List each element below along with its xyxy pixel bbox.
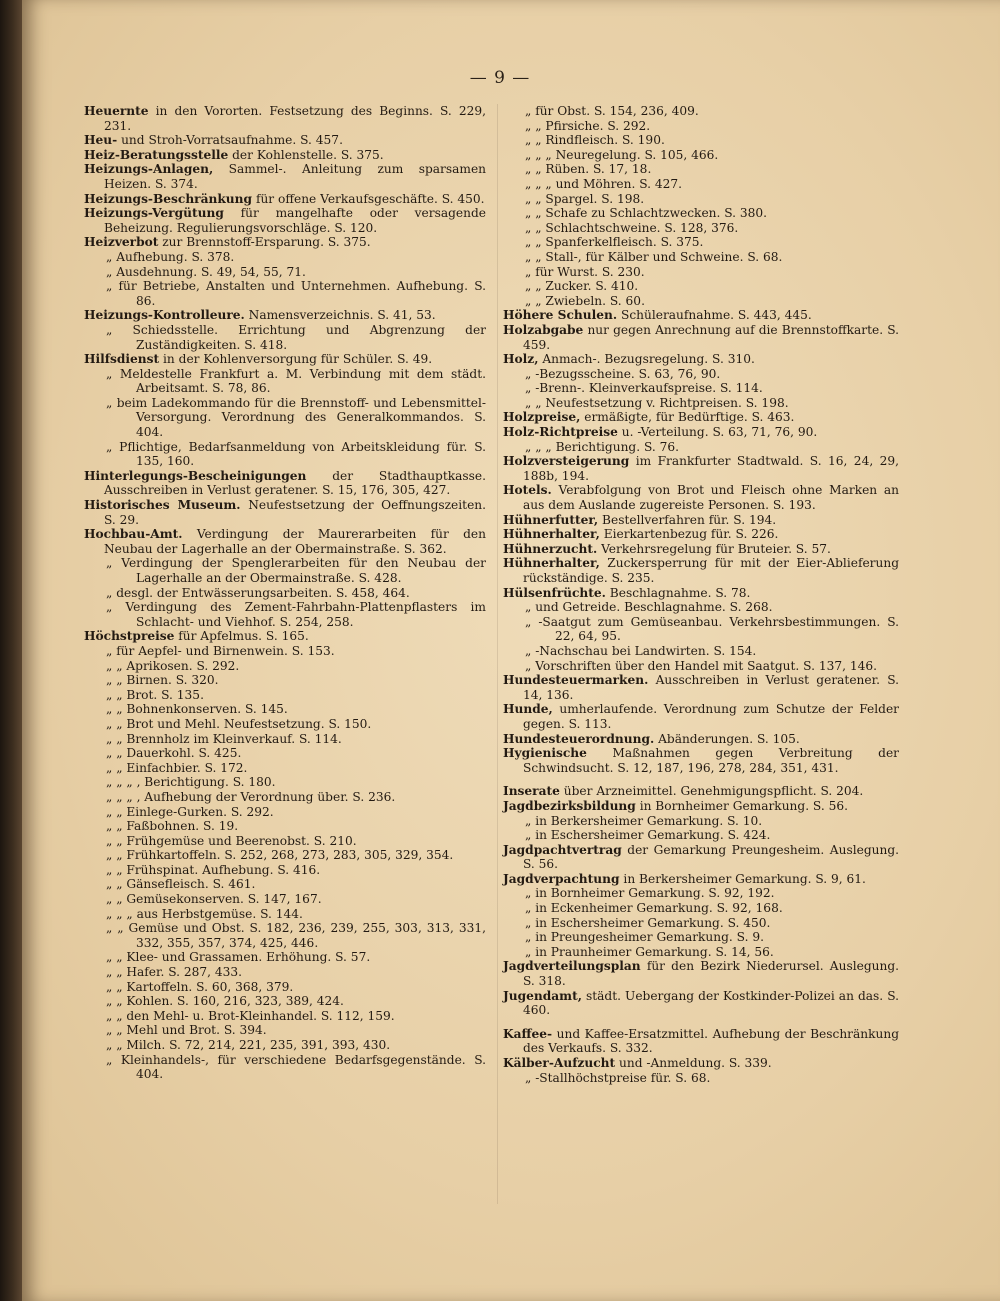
index-text: „ „ Kohlen. S. 160, 216, 323, 389, 424. [106,994,344,1009]
index-subentry [84,717,486,732]
index-text: „ „ den Mehl- u. Brot-Kleinhandel. S. 112, 159. [106,1008,395,1023]
index-text: Neufestsetzung der Oeffnungszeiten. S. 29. [104,498,487,527]
index-text: „ „ „ Neuregelung. S. 105, 466. [525,147,719,162]
index-headword: Heu- [84,133,118,148]
index-subentry [84,1053,486,1082]
index-entry [84,104,486,133]
column-divider [497,104,498,1204]
index-subentry [503,294,899,309]
index-headword: Hotels. [503,483,552,498]
index-subentry [84,746,486,761]
page-number: — 9 — [469,68,531,88]
index-subentry [84,980,486,995]
index-subentry [84,702,486,717]
index-subentry [84,279,486,308]
index-subentry [503,930,899,945]
index-text: „ „ Einfachbier. S. 172. [106,760,248,775]
index-text: „ und Getreide. Beschlagnahme. S. 268. [525,600,773,615]
index-text: „ „ Brot und Mehl. Neufestsetzung. S. 150. [106,716,372,731]
index-subentry [503,177,899,192]
index-line [503,556,899,585]
index-text: für offene Verkaufsgeschäfte. S. 450. [255,191,485,206]
index-headword: Höchstpreise [84,629,175,644]
index-text: „ „ Aprikosen. S. 292. [106,658,240,673]
index-text: „ Schiedsstelle. Errichtung und Abgrenzung der Zuständigkeiten. S. 418. [106,322,486,352]
index-text: „ „ Birnen. S. 320. [106,673,219,688]
index-headword: Holz-Richtpreise [503,425,618,440]
index-entry [503,843,899,872]
index-line [84,308,486,323]
index-subentry [84,965,486,980]
index-line [84,133,486,148]
index-subentry [84,732,486,747]
index-text: „ „ Zucker. S. 410. [525,279,639,294]
index-text: Maßnahmen gegen Verbreitung der Schwindsucht. S. 12, 187, 196, 278, 284, 351, 431. [523,746,899,775]
index-entry [503,959,899,988]
index-text: für den Bezirk Niederursel. Auslegung. S. 318. [523,959,900,989]
index-line [84,527,486,556]
index-headword: Jagdverpachtung [503,871,620,886]
index-text: „ Kleinhandels-, für verschiedene Bedarfsgegenstände. S. 404. [106,1052,486,1082]
index-text: „ in Eschersheimer Gemarkung. S. 424. [525,828,771,843]
index-text: „ „ Frühgemüse und Beerenobst. S. 210. [106,833,357,848]
index-entry [84,308,486,352]
index-text: und Stroh-Vorratsaufnahme. S. 457. [121,133,343,148]
index-text: „ „ Stall-, für Kälber und Schweine. S. 68. [525,249,783,264]
index-entry [503,104,899,308]
index-headword: Kälber-Aufzucht [503,1056,616,1070]
index-line [503,454,899,483]
index-text: „ Ausdehnung. S. 49, 54, 55, 71. [106,264,306,279]
index-line [503,673,899,702]
index-headword: Heizungs-Anlagen, [84,162,214,177]
index-headword: Heiz-Beratungsstelle [84,147,229,162]
index-line [84,192,486,207]
index-text: Ausschreiben in Verlust geratener. S. 14, 136. [523,673,899,702]
index-text: „ in Bornheimer Gemarkung. S. 92, 192. [525,886,775,901]
book-spine-shadow [0,0,22,1301]
index-entry [503,323,899,352]
index-text: „ für Aepfel- und Birnenwein. S. 153. [106,643,335,658]
index-line [503,959,899,988]
index-text: über Arzneimittel. Genehmigungspflicht. S. 204. [563,784,864,799]
index-subentry [84,950,486,965]
index-text: „ „ Spanferkelfleisch. S. 375. [525,235,704,250]
index-subentry [84,892,486,907]
index-subentry [84,688,486,703]
index-subentry [84,644,486,659]
index-headword: Kaffee- [503,1026,553,1041]
index-subentry [84,805,486,820]
index-text: städt. Uebergang der Kostkinder-Polizei an das. S. 460. [523,988,900,1018]
index-headword: Hochbau-Amt. [84,527,183,542]
index-headword: Hilfsdienst [84,352,160,367]
index-entry [503,425,899,454]
index-text: „ „ Faßbohnen. S. 19. [106,819,239,834]
index-subentry [503,206,899,221]
index-subentry [503,1071,899,1086]
index-subentry [503,133,899,148]
index-entry [503,872,899,960]
index-headword: Heizungs-Vergütung [84,206,224,221]
index-text: „ Pflichtige, Bedarfsanmeldung von Arbeitskleidung für. S. 135, 160. [106,439,486,469]
index-subentry [84,659,486,674]
index-headword: Historisches Museum. [84,498,241,513]
index-subentry [503,901,899,916]
index-line [84,206,486,235]
index-text: „ „ Zwiebeln. S. 60. [525,293,645,308]
index-headword: Hundesteuermarken. [503,673,649,688]
index-line [503,308,899,323]
index-line [503,542,899,557]
index-line [503,483,899,512]
index-line [84,148,486,163]
index-text: nur gegen Anrechnung auf die Brennstoffkarte. S. 459. [523,322,899,352]
index-subentry [503,265,899,280]
index-entry [503,454,899,483]
index-text: Bestellverfahren für. S. 194. [602,512,777,527]
index-text: „ -Brenn-. Kleinverkaufspreise. S. 114. [525,381,763,396]
index-text: ermäßigte, für Bedürftige. S. 463. [584,410,795,425]
index-text: Verdingung der Maurerarbeiten für den Neubau der Lagerhalle an der Obermainstraße. S. 362. [104,527,486,556]
index-entry [503,513,899,528]
index-text: Sammel-. Anleitung zum sparsamen Heizen. S. 374. [104,162,487,191]
index-line [503,410,899,425]
index-subentry [84,994,486,1009]
index-text: „ „ Pfirsiche. S. 292. [525,118,651,133]
index-text: Eierkartenbezug für. S. 226. [603,527,779,542]
index-headword: Jugendamt, [503,988,582,1003]
index-line [503,513,899,528]
index-entry [84,629,486,1081]
index-text: „ „ „ und Möhren. S. 427. [525,176,683,191]
index-subentry [503,279,899,294]
index-entry [84,192,486,207]
index-text: „ „ Schlachtschweine. S. 128, 376. [525,220,739,235]
index-entry [84,235,486,308]
index-subentry [84,396,486,440]
index-subentry [503,119,899,134]
index-text: der Kohlenstelle. S. 375. [232,147,384,162]
index-subentry [503,192,899,207]
index-text: „ „ Brot. S. 135. [106,687,204,702]
index-subentry [84,1009,486,1024]
index-subentry [503,659,899,674]
index-entry [503,989,899,1018]
index-text: „ -Saatgut zum Gemüseanbau. Verkehrsbestimmungen. S. 22, 64, 95. [525,614,899,644]
index-text: „ Verdingung des Zement-Fahrbahn-Plattenpflasters im Schlacht- und Viehhof. S. 254, 258. [106,600,486,629]
index-text: „ „ Klee- und Grassamen. Erhöhung. S. 57. [106,950,371,965]
index-text: „ -Bezugsscheine. S. 63, 76, 90. [525,366,721,381]
index-line [503,323,899,352]
index-text: der Gemarkung Preungesheim. Auslegung. S. 56. [523,842,899,872]
index-text: „ „ Frühkartoffeln. S. 252, 268, 273, 283, 305, 329, 354. [106,848,454,863]
index-headword: Hunde, [503,702,553,717]
index-entry [84,352,486,469]
index-entry [84,498,486,527]
index-subentry [503,221,899,236]
index-entry [503,352,899,410]
index-headword: Heizungs-Kontrolleure. [84,308,245,323]
index-text: Abänderungen. S. 105. [658,731,800,746]
index-entry [503,673,899,702]
index-text: „ desgl. der Entwässerungsarbeiten. S. 458, 464. [106,585,410,600]
index-entry [503,483,899,512]
index-headword: Heizungs-Beschränkung [84,191,253,206]
index-subentry [84,1038,486,1053]
index-subentry [503,945,899,960]
index-headword: Heizverbot [84,235,159,250]
index-subentry [84,556,486,585]
index-headword: Höhere Schulen. [503,308,618,323]
index-subentry [84,367,486,396]
index-subentry [84,761,486,776]
index-line [84,629,486,644]
index-text: u. -Verteilung. S. 63, 71, 76, 90. [621,425,818,440]
index-headword: Hühnerzucht. [503,541,598,556]
index-subentry [84,323,486,352]
index-headword: Hinterlegungs-Bescheinigungen [84,468,307,483]
index-headword: Hühnerfutter, [503,512,599,527]
index-line [503,1027,899,1056]
index-line [84,104,486,133]
index-subentry [84,1023,486,1038]
index-entry [503,527,899,542]
index-subentry [503,250,899,265]
index-text: und Kaffee-Ersatzmittel. Aufhebung der Beschränkung des Verkaufs. S. 332. [523,1026,900,1056]
index-text: „ „ Hafer. S. 287, 433. [106,965,243,980]
index-entry [84,469,486,498]
index-text: „ „ Milch. S. 72, 214, 221, 235, 391, 393, 430. [106,1038,391,1052]
index-text: „ „ „ , Berichtigung. S. 180. [106,775,276,790]
index-subentry [84,863,486,878]
index-text: „ in Berkersheimer Gemarkung. S. 10. [525,813,763,828]
index-subentry [84,848,486,863]
index-entry [503,542,899,557]
index-line [84,352,486,367]
index-subentry [503,162,899,177]
index-text: in den Vororten. Festsetzung des Beginns. S. 229, 231. [104,104,487,133]
index-subentry [84,834,486,849]
index-text: „ „ Rüben. S. 17, 18. [525,162,652,177]
index-subentry [503,440,899,455]
index-entry [503,799,899,843]
index-text: Zuckersperrung für mit der Eier-Ablieferung rückständige. S. 235. [523,556,899,585]
index-entry [503,556,899,585]
index-subentry [84,673,486,688]
index-text: Verkehrsregelung für Bruteier. S. 57. [601,541,831,556]
index-subentry [503,615,899,644]
index-line [503,843,899,872]
index-entry [503,1027,899,1056]
index-entry [84,527,486,629]
index-text: „ Meldestelle Frankfurt a. M. Verbindung mit dem städt. Arbeitsamt. S. 78, 86. [106,366,486,396]
index-column-left [84,104,486,1082]
index-line [503,746,899,775]
index-line [503,872,899,887]
index-text: Namensverzeichnis. S. 41, 53. [248,308,436,323]
index-text: „ „ Gänsefleisch. S. 461. [106,877,256,892]
index-entry [84,148,486,163]
index-text: Beschlagnahme. S. 78. [609,585,751,600]
index-text: in der Kohlenversorgung für Schüler. S. 49. [163,352,433,367]
index-entry [84,133,486,148]
index-entry [503,746,899,775]
index-text: „ „ Dauerkohl. S. 425. [106,746,242,761]
index-line [503,586,899,601]
index-subentry [84,600,486,629]
index-text: „ in Preungesheimer Gemarkung. S. 9. [525,930,764,945]
index-entry [503,732,899,747]
index-text: „ in Praunheimer Gemarkung. S. 14, 56. [525,944,774,959]
index-text: in Bornheimer Gemarkung. S. 56. [639,798,848,813]
index-headword: Heuernte [84,104,149,118]
index-headword: Hygienische [503,746,587,761]
index-text: „ -Stallhöchstpreise für. S. 68. [525,1070,711,1085]
index-subentry [503,916,899,931]
index-subentry [84,586,486,601]
index-text: „ „ Schafe zu Schlachtzwecken. S. 380. [525,206,768,221]
index-headword: Jagdbezirksbildung [503,798,636,813]
index-text: „ Vorschriften über den Handel mit Saatgut. S. 137, 146. [525,658,877,673]
index-subentry [503,814,899,829]
index-headword: Holzpreise, [503,410,581,425]
index-subentry [84,265,486,280]
index-line [503,527,899,542]
index-subentry [84,819,486,834]
index-line [84,469,486,498]
index-text: Schüleraufnahme. S. 443, 445. [620,308,812,323]
index-headword: Jagdverteilungsplan [503,959,641,974]
index-text: „ „ Spargel. S. 198. [525,191,645,206]
index-subentry [84,877,486,892]
index-text: „ Aufhebung. S. 378. [106,249,235,264]
index-headword: Hundesteuerordnung. [503,731,655,746]
index-line [503,425,899,440]
index-line [503,732,899,747]
index-subentry [503,886,899,901]
index-text: im Frankfurter Stadtwald. S. 16, 24, 29, 188b, 194. [523,454,899,483]
index-text: „ „ Gemüse und Obst. S. 182, 236, 239, 255, 303, 313, 331, 332, 355, 357, 374, 425, 446. [106,921,486,950]
index-headword: Jagdpachtvertrag [503,842,622,857]
index-headword: Holzversteigerung [503,454,630,469]
index-entry [503,702,899,731]
index-text: der Stadthauptkasse. Ausschreiben in Verlust geratener. S. 15, 176, 305, 427. [104,468,486,498]
index-line [503,352,899,367]
index-subentry [503,381,899,396]
index-subentry [84,790,486,805]
index-subentry [84,775,486,790]
index-text: „ -Nachschau bei Landwirten. S. 154. [525,643,757,658]
index-entry [84,162,486,191]
index-line [503,799,899,814]
index-text: für Apfelmus. S. 165. [178,629,309,644]
index-text: „ beim Ladekommando für die Brennstoff- und Lebensmittel-Versorgung. Verordnung des Generalkommandos. S. 404. [106,395,486,440]
index-headword: Hülsenfrüchte. [503,585,606,600]
index-text: „ „ Brennholz im Kleinverkauf. S. 114. [106,731,342,746]
index-text: „ „ Einlege-Gurken. S. 292. [106,804,274,819]
index-text: „ für Wurst. S. 230. [525,264,645,279]
index-entry [503,1056,899,1085]
index-text: „ „ Frühspinat. Aufhebung. S. 416. [106,862,321,877]
index-subentry [503,828,899,843]
index-text: „ „ Bohnenkonserven. S. 145. [106,702,288,717]
index-text: Verabfolgung von Brot und Fleisch ohne Marken an aus dem Auslande zugereiste Personen. S. 193. [523,483,900,513]
index-text: „ „ „ Berichtigung. S. 76. [525,439,680,454]
index-text: „ in Eckenheimer Gemarkung. S. 92, 168. [525,901,783,916]
index-subentry [84,921,486,950]
index-text: in Berkersheimer Gemarkung. S. 9, 61. [623,871,866,886]
index-subentry [84,250,486,265]
index-text: und -Anmeldung. S. 339. [619,1056,772,1070]
index-headword: Hühnerhalter, [503,556,600,571]
index-line [84,162,486,191]
index-line [503,784,899,799]
index-text: „ „ Gemüsekonserven. S. 147, 167. [106,892,322,907]
index-text: umherlaufende. Verordnung zum Schutze der Felder gegen. S. 113. [523,702,900,731]
section-gap [503,775,899,784]
index-subentry [503,396,899,411]
index-entry [503,308,899,323]
index-headword: Holz, [503,352,539,367]
index-headword: Hühnerhalter, [503,527,600,542]
index-text: „ „ „ aus Herbstgemüse. S. 144. [106,906,303,921]
index-entry [503,784,899,799]
index-line [84,498,486,527]
index-entry [503,586,899,674]
index-entry [503,410,899,425]
index-entry [84,206,486,235]
index-subentry [503,644,899,659]
index-headword: Inserate [503,784,560,799]
index-text: „ Verdingung der Spenglerarbeiten für den Neubau der Lagerhalle an der Obermainstraße. S. 428. [106,556,486,585]
index-text: zur Brennstoff-Ersparung. S. 375. [162,235,371,250]
index-subentry [503,148,899,163]
index-text: „ in Eschersheimer Gemarkung. S. 450. [525,915,771,930]
index-column-right [503,104,899,1085]
index-text: „ „ „ , Aufhebung der Verordnung über. S. 236. [106,789,396,804]
index-subentry [503,600,899,615]
index-headword: Holzabgabe [503,322,584,337]
index-line [503,989,899,1018]
index-text: „ „ Neufestsetzung v. Richtpreisen. S. 198. [525,395,789,410]
index-text: „ „ Kartoffeln. S. 60, 368, 379. [106,979,294,994]
section-gap [503,1018,899,1027]
index-line [84,235,486,250]
index-text: „ für Obst. S. 154, 236, 409. [525,104,699,118]
index-line [503,1056,899,1071]
index-text: „ „ Rindfleisch. S. 190. [525,133,665,148]
index-line [503,702,899,731]
index-subentry [84,440,486,469]
index-subentry [84,907,486,922]
index-text: „ „ Mehl und Brot. S. 394. [106,1023,267,1038]
index-text: für mangelhafte oder versagende Beheizung. Regulierungsvorschläge. S. 120. [104,206,486,235]
index-subentry [503,104,899,119]
index-text: „ für Betriebe, Anstalten und Unternehmen. Aufhebung. S. 86. [106,279,486,308]
index-text: Anmach-. Bezugsregelung. S. 310. [542,352,755,367]
index-subentry [503,367,899,382]
index-subentry [503,235,899,250]
